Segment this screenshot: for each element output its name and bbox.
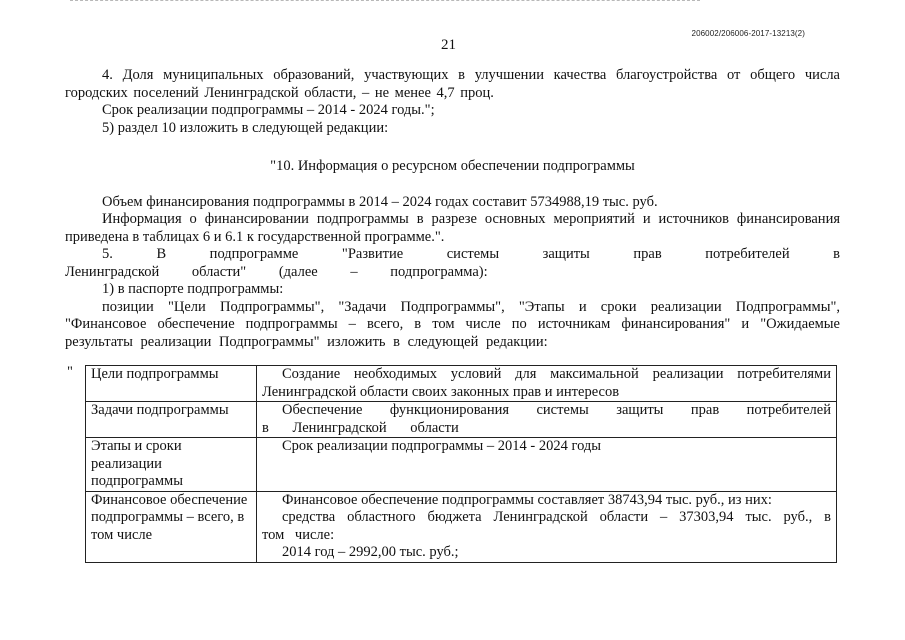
paragraph-funding-info: Информация о финансировании подпрограммы в разрезе основных мероприятий и источников финансирования приведена в таблицах 6 и 6.1 к государственной программе.". (65, 211, 840, 245)
table-row (86, 491, 837, 562)
section-title: "10. Информация о ресурсном обеспечении подпрограммы (270, 158, 635, 174)
paragraph-implementation-period: Срок реализации подпрограммы – 2014 - 2024 годы."; (102, 102, 435, 118)
top-scan-edge (70, 0, 700, 2)
financing-line-total: Финансовое обеспечение подпрограммы составляет 38743,94 тыс. руб., из них: (282, 491, 772, 508)
financing-line-2014: 2014 год – 2992,00 тыс. руб.; (282, 544, 459, 560)
row-label-goals: Цели подпрограммы (86, 366, 257, 402)
row-label-tasks: Задачи подпрограммы (86, 402, 257, 438)
table-row (86, 438, 837, 492)
paragraph-subprogram-5: 5. В подпрограмме "Развитие системы защиты прав потребителей в Ленинградской области" (далее – подпрограмма): (65, 246, 840, 280)
financing-line-regional: средства областного бюджета Ленинградской области – 37303,94 тыс. руб., в том числе: (262, 509, 831, 543)
paragraph-funding-volume: Объем финансирования подпрограммы в 2014 – 2024 годах составит 5734988,19 тыс. руб. (102, 193, 658, 210)
table-row (86, 402, 837, 438)
row-value-goals: Создание необходимых условий для максимальной реализации потребителями Ленинградской области своих законных прав и интересов (257, 366, 837, 402)
row-value-stages: Срок реализации подпрограммы – 2014 - 2024 годы (257, 438, 837, 492)
paragraph-share-municipalities: 4. Доля муниципальных образований, участвующих в улучшении качества благоустройства от общего числа городских поселений Ленинградской области, – не менее 4,7 проц. (65, 67, 840, 101)
passport-table (85, 365, 837, 563)
document-body (65, 67, 840, 351)
paragraph-positions: позиции "Цели Подпрограммы", "Задачи Подпрограммы", "Этапы и сроки реализации Подпрограммы", "Финансовое обеспечение подпрограммы – всего, в том числе по источникам финансирования" и "Ожидаемые результаты реализации Подпрограммы" изложить в следующей редакции: (65, 298, 840, 350)
row-label-financing: Финансовое обеспечение подпрограммы – всего, в том числе (86, 491, 257, 562)
row-value-financing (257, 491, 837, 562)
table-open-quote: " (67, 364, 73, 380)
paragraph-passport-intro: 1) в паспорте подпрограммы: (102, 281, 284, 297)
page-number: 21 (441, 37, 456, 53)
row-value-tasks: Обеспечение функционирования системы защиты прав потребителей в Ленинградской области (257, 402, 837, 438)
table-row (86, 366, 837, 402)
paragraph-section-10-intro: 5) раздел 10 изложить в следующей редакции: (102, 119, 389, 136)
document-id: 206002/206006-2017-13213(2) (691, 29, 805, 38)
row-label-stages: Этапы и сроки реализации подпрограммы (86, 438, 257, 492)
